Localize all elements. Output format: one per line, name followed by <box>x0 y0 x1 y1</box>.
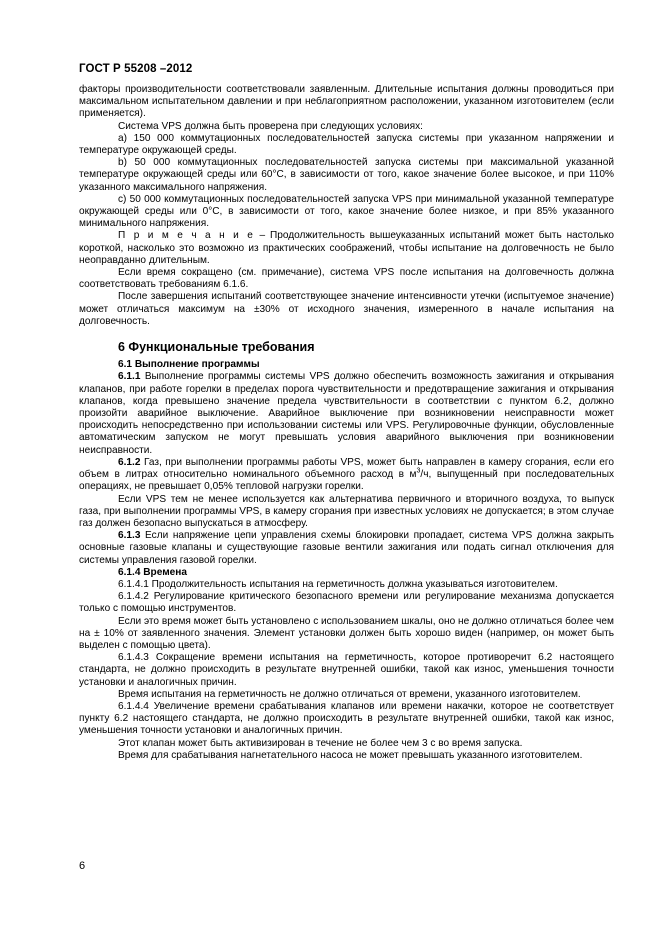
clause-6-1-4-4: 6.1.4.4 Увеличение времени срабатывания клапанов или времени накачки, которое не соответствует пункту 6.2 настоящего стандарта, не должно происходить в результате внутренней ошибки, такой как износ, уменьшения точности установки и аналогичных причин. <box>79 700 614 737</box>
clause-6-1-1 <box>79 371 614 456</box>
clause-text: Выполнение программы системы VPS должно обеспечить возможность зажигания и открывания клапанов, при работе горелки в пределах порога чувствительности и предотвращение зажигания и открывания клапанов, когда превышено значение предела чувствительности в соответствии с пунктом 6.2, должно произойти аварийное выключение. Аварийное выключение при возникновении неисправности может происходить непосредственно при использовании системы или VPS. Регулировочные функции, обусловленные автоматическим запуском не могут превышать условия аварийного выключения при возникновении неисправности. <box>79 371 614 456</box>
paragraph: Система VPS должна быть проверена при следующих условиях: <box>118 120 423 132</box>
page-number: 6 <box>79 860 86 872</box>
note-paragraph <box>79 230 614 267</box>
paragraph: После завершения испытаний соответствующее значение интенсивности утечки (испытуемое значение) может отличаться максимум на ±30% от исходного значения, измеренного в начале испытания на долговечность. <box>79 291 614 327</box>
section-heading: 6 Функциональные требования <box>118 340 315 355</box>
paragraph: Этот клапан может быть активизирован в течение не более чем 3 с во время запуска. <box>118 737 523 749</box>
subsection-heading: 6.1 Выполнение программы <box>118 359 260 371</box>
superscript: 3 <box>416 467 421 475</box>
note-label: П р и м е ч а н и е <box>118 230 255 242</box>
paragraph: Время испытания на герметичность не должно отличаться от времени, указанного изготовителем. <box>118 688 581 700</box>
clause-number: 6.1.3 <box>118 530 141 542</box>
note-text: – Продолжительность вышеуказанных испытаний может быть настолько короткой, насколько это возможно из практических соображений, чтобы испытание на долговечность не было неоправданно длительным. <box>79 230 615 266</box>
clause-6-1-4-2: 6.1.4.2 Регулирование критического безопасного времени или регулирование механизма допускается только с помощью инструментов. <box>79 591 614 615</box>
clause-text: Газ, при выполнении программы работы VPS, может быть направлен в камеру сгорания, если его объем в литрах относительно номинального объемного расход в м <box>79 456 614 481</box>
paragraph: Если это время может быть установлено с использованием шкалы, оно не должно отличаться более чем на ± 10% от заявленного значения. Элемент установки должен быть хорошо виден (например, он может быть выделен с помощью цвета). <box>79 615 614 651</box>
paragraph: Если время сокращено (см. примечание), система VPS после испытания на долговечность должна соответствовать требованиям 6.1.6. <box>79 267 614 291</box>
clause-6-1-4-heading: 6.1.4 Времена <box>118 566 187 578</box>
document-header: ГОСТ Р 55208 –2012 <box>79 63 193 75</box>
document-body <box>79 84 614 762</box>
paragraph: Если VPS тем не менее используется как альтернатива первичного и вторичного воздуха, то выпуск газа, при выполнении программы VPS, в камеру сгорания при известных условиях не допускается; в этом случае газ должен безопасно выпускаться в атмосферу. <box>79 493 614 529</box>
clause-6-1-3 <box>79 530 614 567</box>
clause-6-1-4-3: 6.1.4.3 Сокращение времени испытания на герметичность, которое противоречит 6.2 настоящего стандарта, не должно происходить в результате внутренней ошибки, такой как износ, уменьшения точности установки и аналогичных причин. <box>79 652 614 688</box>
clause-text-cont: /ч, выпущенный при последовательных операциях, не превышает 0,05% тепловой нагрузки горелки. <box>79 469 614 493</box>
paragraph: факторы производительности соответствовали заявленным. Длительные испытания должны проводиться при максимальном испытательном давлении и при неблагоприятном расположении, указанном изготовителем (если применяется). <box>79 84 614 120</box>
list-item: а) 150 000 коммутационных последовательностей запуска системы при указанном напряжении и температуре окружающей среды. <box>79 132 614 157</box>
clause-6-1-2 <box>79 457 614 494</box>
list-item: c) 50 000 коммутационных последовательностей запуска VPS при минимальной указанной температуре окружающей среды или 0°C, в зависимости от того, какое значение более низкое, и при 85% указанного минимального напряжения. <box>79 193 614 230</box>
clause-text: Если напряжение цепи управления схемы блокировки пропадает, система VPS должна закрыть основные газовые клапаны и существующие газовые вентили зажигания или подать сигнал отключения для системы управления газовой горелки. <box>79 530 614 566</box>
clause-number: 6.1.2 <box>118 456 141 468</box>
list-item: b) 50 000 коммутационных последовательностей запуска системы при максимальной указанной температуре окружающей среды или 60°C, в зависимости от того, какое значение более высокое, и при 110% указанного максимального напряжения. <box>79 157 614 193</box>
clause-6-1-4-1: 6.1.4.1 Продолжительность испытания на герметичность должна указываться изготовителем. <box>118 578 558 590</box>
clause-number: 6.1.1 <box>118 371 141 383</box>
paragraph: Время для срабатывания нагнетательного насоса не может превышать указанного изготовителем. <box>118 749 583 761</box>
